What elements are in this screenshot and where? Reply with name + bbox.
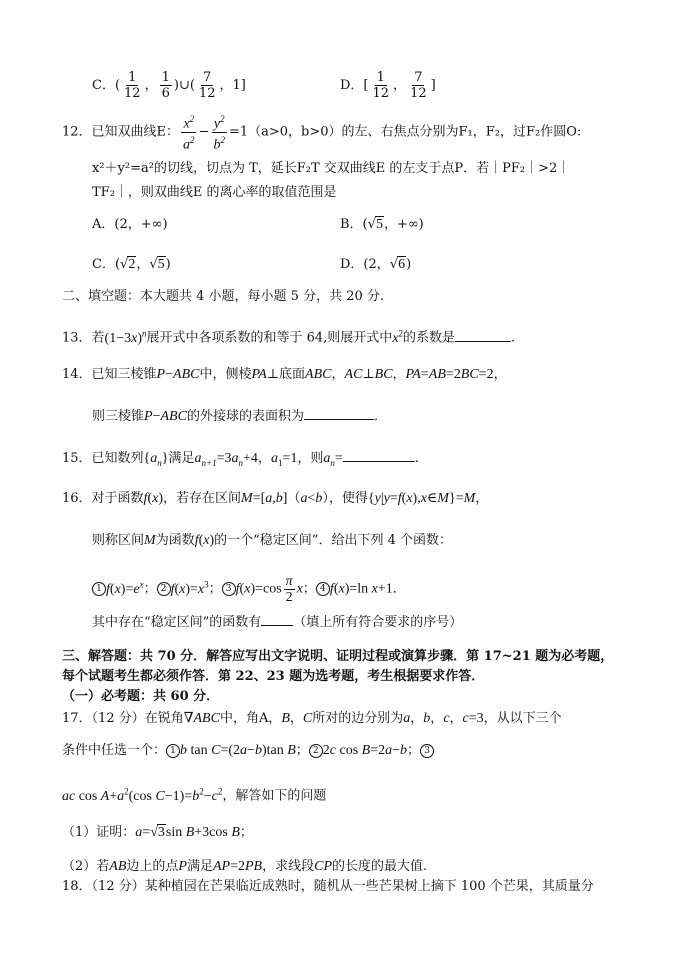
- circled-2: 2: [309, 744, 323, 758]
- q18: 18．（12 分）某种植园在芒果临近成熟时，随机从一些芒果树上摘下 100 个芒果，其质量分: [62, 879, 594, 894]
- fraction: $\frac{1}{12}$: [372, 70, 390, 101]
- q16-line2: 则称区间M为函数f(x)的一个“稳定区间”．给出下列 4 个函数：: [92, 533, 452, 548]
- fraction: $\frac{7}{12}$: [198, 70, 216, 101]
- answer-blank[interactable]: [455, 341, 511, 342]
- q15: 15．已知数列$\{a_n\}$满足$a_{n+1}=3a_n+4$，$a_1=1$，则$a_n=$ .: [62, 451, 419, 468]
- circled-1: 1: [166, 744, 180, 758]
- q11-options: C．( $\frac{1}{12}$ ， $\frac{1}{6}$ )∪( $\frac{7}{12}$ ，1]: [92, 70, 246, 101]
- q12-line2: x²＋y²=a²的切线，切点为 T，延长F₂T 交双曲线E 的左支于点P．若｜PF₂｜>2｜: [92, 161, 571, 176]
- circled-1: 1: [92, 582, 106, 596]
- q17: 17．（12 分）在锐角∇ABC中，角A，B，C所对的边分别为a，b，c，c=3，从以下三个: [62, 711, 562, 726]
- q11-option-d: D．[ $\frac{1}{12}$ ， $\frac{7}{12}$ ]: [340, 70, 436, 101]
- answer-blank[interactable]: [304, 419, 374, 420]
- q17-part1: （1）证明：a=√3sin B+3cos B；: [62, 825, 253, 840]
- q12-stem: 12．已知双曲线E： $\frac{x^2}{a^2}$ − $\frac{y^2}{b^2}$ =1（a>0，b>0）的左、右焦点分别为F₁，F₂，过F₂作圆O:: [62, 114, 582, 153]
- q14-line2: 则三棱锥P−ABC的外接球的表面积为 ．: [92, 409, 387, 424]
- fraction: $\frac{7}{12}$: [410, 70, 427, 101]
- circled-2: 2: [157, 582, 171, 596]
- section-3-required: （一）必考题：共 60 分．: [62, 689, 220, 704]
- answer-blank[interactable]: [261, 625, 293, 626]
- section-2-heading: 二、填空题：本大题共 4 小题，每小题 5 分，共 20 分.: [62, 289, 385, 304]
- q14: 14．已知三棱锥P−ABC中，侧棱PA⊥底面ABC，AC⊥BC，PA=AB=2BC=2，: [62, 367, 507, 382]
- section-3-heading-2: 每个试题考生都必须作答．第 22、23 题为选考题，考生根据要求作答．: [62, 669, 485, 684]
- answer-blank[interactable]: [343, 461, 415, 462]
- q12-option-a: A．(2，+∞): [92, 217, 168, 232]
- circled-3: 3: [222, 582, 236, 596]
- q16-functions: 1 $f(x)=e^x$； 2 $f(x)=x^3$； 3 f(x)=cos $\frac{\pi}{2}$ x； 4 f(x)=ln x+1．: [92, 564, 406, 604]
- circled-4: 4: [316, 582, 330, 596]
- fraction: $\frac{\pi}{2}$: [285, 573, 293, 605]
- fraction: $\frac{1}{12}$: [124, 70, 141, 101]
- q12-line3: TF₂｜，则双曲线E 的离心率的取值范围是: [92, 185, 337, 200]
- section-3-heading: 三、解答题：共 70 分．解答应写出文字说明、证明过程或演算步骤．第 17~21 题为必考题，: [62, 649, 614, 664]
- q12-option-d: D．(2，√6): [340, 257, 412, 272]
- q17-line3: ac $\cos A+a^2(\cos$ $C-1)=b^2-c^2$，解答如下的问题: [62, 786, 327, 804]
- circled-3: 3: [420, 744, 434, 758]
- q17-part2: （2）若AB边上的点P满足AP=2PB，求线段CP的长度的最大值.: [62, 859, 428, 874]
- q17-line2: 条件中任选一个： 1 b tan C=(2a−b)tan B； 2 2c cos B=2a−b； 3: [62, 742, 434, 760]
- fraction: $\frac{x^2}{a^2}$: [183, 114, 195, 153]
- q16: 16．对于函数f(x)，若存在区间M=[a,b]（a<b），使得{y|y=f(x),x∈M}=M，: [62, 491, 489, 506]
- q12-option-b: B．(√5，+∞): [340, 217, 424, 232]
- fraction: $\frac{1}{6}$: [161, 70, 170, 101]
- q12-option-c: C．(√2，√5): [92, 257, 171, 272]
- q16-line4: 其中存在“稳定区间”的函数有 （填上所有符合要求的序号）: [92, 615, 463, 630]
- fraction: $\frac{y^2}{b^2}$: [213, 114, 225, 153]
- q13: 13．若$(1-3x)^n$展开式中各项系数的和等于 64,则展开式中$x^2$的系数是 .: [62, 328, 516, 346]
